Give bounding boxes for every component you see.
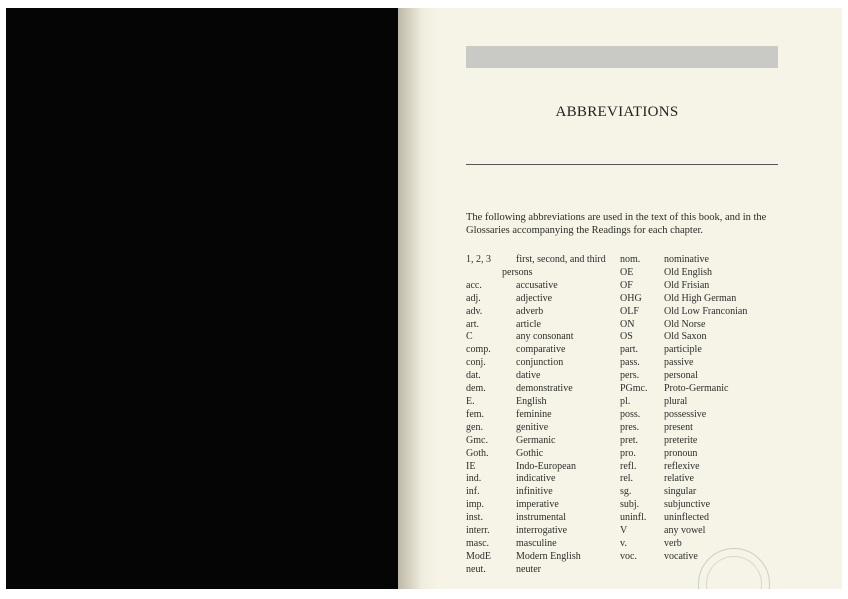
abbreviation-meaning: Gothic [516, 447, 544, 459]
abbreviation-meaning: Germanic [516, 434, 556, 446]
abbreviation-meaning: adjective [516, 292, 553, 304]
abbreviation: OS [620, 331, 633, 343]
abbreviation-meaning: feminine [516, 408, 552, 420]
abbreviation-meaning: any consonant [516, 331, 574, 343]
abbreviation: dem. [466, 383, 486, 395]
abbreviation-row [620, 293, 780, 306]
abbreviation-meaning: imperative [516, 499, 559, 511]
abbreviation: dat. [466, 370, 481, 382]
abbreviation-meaning-continuation: persons [502, 266, 533, 278]
abbreviation-row [466, 331, 616, 344]
abbreviation-row [620, 383, 780, 396]
abbreviation: Gmc. [466, 434, 488, 446]
abbreviation: masc. [466, 537, 490, 549]
abbreviation-meaning: neuter [516, 563, 541, 575]
abbreviation-meaning: any vowel [664, 525, 706, 537]
abbreviation-row [466, 486, 616, 499]
abbreviation-row [620, 306, 780, 319]
abbreviation-meaning: singular [664, 486, 697, 498]
abbreviation: inst. [466, 512, 483, 524]
abbreviation-meaning: nominative [664, 254, 709, 265]
abbreviation-row [466, 564, 616, 577]
abbreviation-meaning: English [516, 395, 547, 407]
abbreviation-meaning: plural [664, 395, 688, 407]
abbreviation-meaning: Proto-Germanic [664, 383, 729, 395]
abbreviation-meaning: accusative [516, 279, 558, 291]
abbreviation: imp. [466, 499, 485, 511]
abbreviation-row [466, 344, 616, 357]
abbreviation-row [620, 267, 780, 280]
abbreviation-meaning: indicative [516, 473, 556, 485]
abbreviation: art. [466, 318, 480, 330]
abbreviation: comp. [466, 344, 491, 356]
abbreviation-row [620, 331, 780, 344]
abbreviation: nom. [620, 254, 641, 265]
abbreviation-meaning: pronoun [664, 447, 698, 459]
abbreviation-row [466, 319, 616, 332]
abbreviation: OHG [620, 292, 642, 304]
abbreviation-row-continuation [466, 267, 616, 280]
abbreviation-row [466, 409, 616, 422]
page-title [398, 104, 842, 121]
abbreviation-meaning: infinitive [516, 486, 553, 498]
left-page-dark [6, 8, 398, 589]
abbreviation-row [620, 486, 780, 499]
abbreviation-meaning: interrogative [516, 525, 568, 537]
abbreviation-meaning: vocative [664, 550, 698, 562]
abbreviation: E. [466, 395, 475, 407]
abbreviation: gen. [466, 421, 483, 433]
abbreviation-row [466, 422, 616, 435]
abbreviation-meaning: possessive [664, 408, 707, 420]
abbreviation: pers. [620, 370, 640, 382]
abbreviation: pro. [620, 447, 636, 459]
abbreviation-meaning: Old English [664, 266, 713, 278]
abbreviation: C [466, 331, 473, 343]
abbreviation-meaning: adverb [516, 305, 544, 317]
abbreviation-meaning: Old High German [664, 292, 737, 304]
abbreviation: IE [466, 460, 476, 472]
abbreviation-row [466, 435, 616, 448]
abbreviation-row [466, 254, 616, 267]
abbreviation-row [620, 254, 780, 267]
abbreviation-meaning: verb [664, 537, 682, 549]
abbreviation: uninfl. [620, 512, 647, 524]
abbreviation-row [620, 512, 780, 525]
abbreviation: v. [620, 537, 627, 549]
abbreviation: ind. [466, 473, 482, 485]
abbreviation: rel. [620, 473, 634, 485]
abbreviation: interr. [466, 525, 490, 537]
abbreviation-meaning: uninflected [664, 512, 709, 524]
page-title-text: ABBREVIATIONS [555, 104, 679, 120]
abbreviation-meaning: personal [664, 370, 698, 382]
abbreviation: inf. [466, 486, 480, 498]
abbreviation-meaning: conjunction [516, 357, 564, 369]
gutter-shadow [398, 8, 438, 589]
abbreviation-row [620, 370, 780, 383]
abbreviation-row [466, 461, 616, 474]
abbreviation-meaning: Old Frisian [664, 279, 710, 291]
abbreviation: sg. [620, 486, 632, 498]
abbreviation-meaning: masculine [516, 537, 557, 549]
abbreviation-meaning: Indo-European [516, 460, 576, 472]
abbreviation-meaning: instrumental [516, 512, 566, 524]
abbreviation: Goth. [466, 447, 489, 459]
abbreviation: refl. [620, 460, 637, 472]
abbreviation: pass. [620, 357, 640, 369]
abbreviation-meaning: article [516, 318, 541, 330]
abbreviation-meaning: Old Saxon [664, 331, 707, 343]
abbreviation-row [620, 461, 780, 474]
abbreviation-row [466, 551, 616, 564]
abbreviation-row [466, 396, 616, 409]
abbreviation-meaning: passive [664, 357, 694, 369]
abbreviation: acc. [466, 279, 482, 291]
abbreviation-row [620, 357, 780, 370]
abbreviation-meaning: reflexive [664, 460, 700, 472]
abbreviation-row [620, 396, 780, 409]
abbreviation: OLF [620, 305, 639, 317]
abbreviation: poss. [620, 408, 641, 420]
abbreviation: part. [620, 344, 639, 356]
abbreviation: ON [620, 318, 635, 330]
abbreviation-meaning: relative [664, 473, 694, 485]
abbreviation: adj. [466, 292, 481, 304]
abbreviation-row [620, 525, 780, 538]
abbreviation-row [620, 280, 780, 293]
abbreviation: OF [620, 279, 633, 291]
abbreviation-row [466, 293, 616, 306]
abbreviation: pret. [620, 434, 639, 446]
abbreviation-row [620, 448, 780, 461]
abbreviation-row [466, 448, 616, 461]
abbreviation: V [620, 525, 628, 537]
abbreviation: pres. [620, 421, 640, 433]
intro-paragraph: The following abbreviations are used in the text of this book, and in the Glossaries accompanying the Readings for each chapter. [466, 212, 767, 236]
abbreviation-meaning: dative [516, 370, 541, 382]
abbreviation-row [466, 538, 616, 551]
abbreviation-meaning: comparative [516, 344, 566, 356]
abbreviation-row [466, 357, 616, 370]
abbreviation-row [466, 370, 616, 383]
abbreviation: ModE [466, 550, 491, 562]
abbreviation-meaning: first, second, and third [516, 254, 606, 265]
abbreviation: neut. [466, 563, 486, 575]
abbreviation-row [466, 499, 616, 512]
abbreviation-row [620, 319, 780, 332]
abbreviation-row [620, 435, 780, 448]
header-bar [466, 46, 778, 68]
abbreviation: 1, 2, 3 [466, 254, 491, 265]
abbreviation-list-left [466, 254, 616, 577]
abbreviation-row [620, 538, 780, 551]
abbreviation-meaning: Modern English [516, 550, 581, 562]
abbreviation: PGmc. [620, 383, 648, 395]
abbreviation-row [620, 422, 780, 435]
abbreviation-row [466, 473, 616, 486]
abbreviation-list-right [620, 254, 780, 564]
abbreviation-row [620, 344, 780, 357]
title-rule [466, 164, 778, 165]
abbreviation-row [620, 499, 780, 512]
abbreviation-meaning: demonstrative [516, 383, 573, 395]
abbreviation-meaning: present [664, 421, 693, 433]
abbreviation: subj. [620, 499, 640, 511]
abbreviation-row [620, 409, 780, 422]
abbreviation-meaning: subjunctive [664, 499, 711, 511]
abbreviation: voc. [620, 550, 637, 562]
abbreviation: pl. [620, 395, 631, 407]
abbreviation-row [466, 512, 616, 525]
abbreviation-row [466, 280, 616, 293]
abbreviation: fem. [466, 408, 485, 420]
abbreviation-meaning: genitive [516, 421, 549, 433]
abbreviation-meaning: Old Norse [664, 318, 706, 330]
abbreviation-meaning: preterite [664, 434, 698, 446]
abbreviation-row [620, 473, 780, 486]
abbreviation-row [466, 525, 616, 538]
abbreviation: adv. [466, 305, 483, 317]
abbreviation: conj. [466, 357, 486, 369]
abbreviation: OE [620, 266, 634, 278]
abbreviation-meaning: Old Low Franconian [664, 305, 748, 317]
abbreviation-row [466, 383, 616, 396]
abbreviation-meaning: participle [664, 344, 702, 356]
abbreviation-row [466, 306, 616, 319]
right-page [398, 8, 842, 589]
